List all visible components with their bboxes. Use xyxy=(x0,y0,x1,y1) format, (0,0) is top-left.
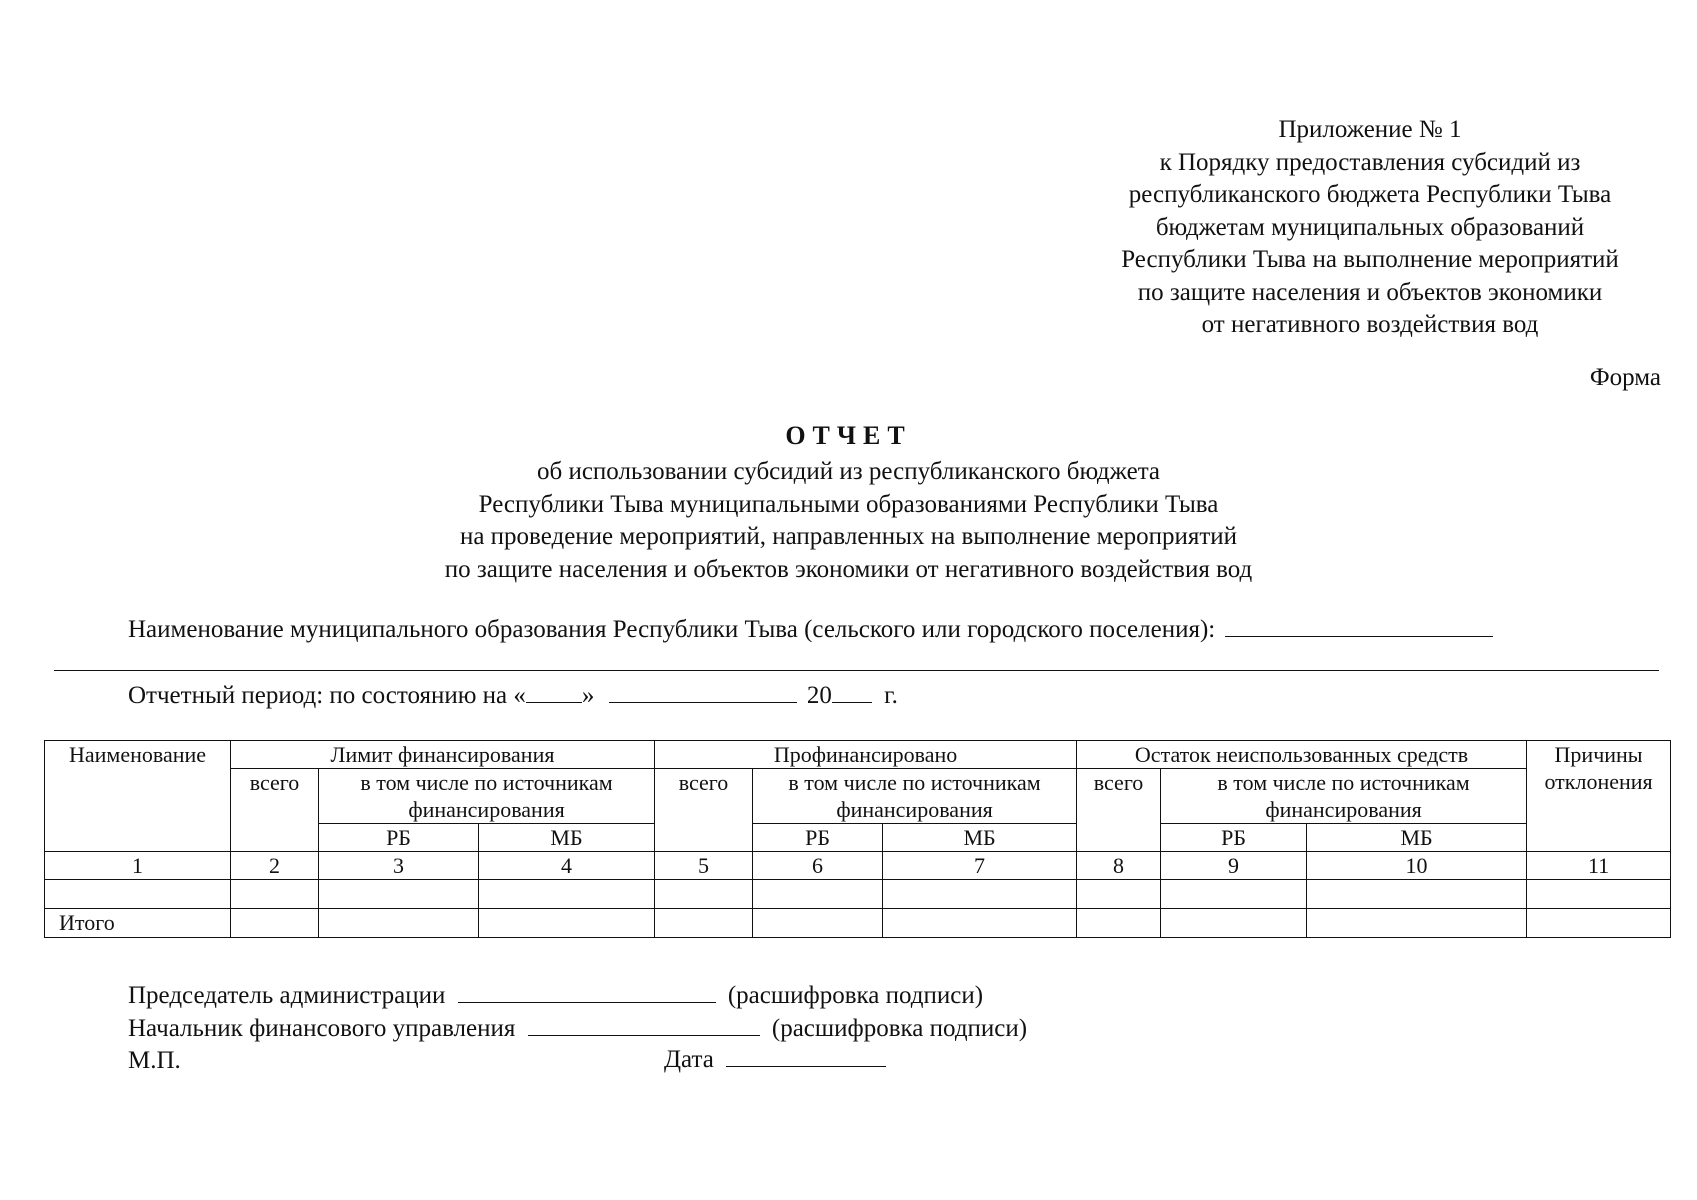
column-number: 6 xyxy=(753,852,883,880)
finance-head-label: Начальник финансового управления xyxy=(128,1015,516,1042)
seal-label: М.П. xyxy=(128,1047,181,1074)
header-remaining-mb: МБ xyxy=(1307,824,1527,852)
header-financed-total: всего xyxy=(655,769,753,852)
header-name: Наименование xyxy=(45,741,231,852)
report-table xyxy=(44,740,1671,938)
table-cell[interactable] xyxy=(1161,880,1307,909)
header-financed-mb: МБ xyxy=(883,824,1077,852)
appendix-line: Приложение № 1 xyxy=(1278,116,1462,143)
header-remaining-sources: в том числе по источникам финансирования xyxy=(1161,769,1527,824)
report-subtitle-line: Республики Тыва муниципальными образованиями Республики Тыва xyxy=(478,490,1219,518)
appendix-line: к Порядку предоставления субсидий из xyxy=(1159,148,1581,176)
appendix-block xyxy=(1040,114,1697,342)
report-subtitle-line: об использовании субсидий из республиканского бюджета xyxy=(536,458,1161,485)
table-cell[interactable] xyxy=(1161,909,1307,938)
report-subtitle xyxy=(0,456,1697,586)
header-row-1 xyxy=(45,741,1671,769)
header-remaining-rb: РБ xyxy=(1161,824,1307,852)
appendix-line: бюджетам муниципальных образований xyxy=(1155,213,1585,241)
header-remaining: Остаток неиспользованных средств xyxy=(1077,741,1527,769)
table-cell[interactable] xyxy=(479,880,655,909)
total-row xyxy=(45,909,1671,938)
table-cell[interactable] xyxy=(753,909,883,938)
municipality-label: Наименование муниципального образования Республики Тыва (сельского или городского поселения): xyxy=(128,616,1216,643)
period-field xyxy=(128,680,898,710)
finance-head-signature-line[interactable] xyxy=(528,1013,760,1036)
table-cell[interactable] xyxy=(1307,909,1527,938)
header-financed: Профинансировано xyxy=(655,741,1077,769)
table-cell[interactable] xyxy=(655,909,753,938)
report-subtitle-line: на проведение мероприятий, направленных на выполнение мероприятий xyxy=(459,523,1238,550)
column-number: 4 xyxy=(479,852,655,880)
column-number: 8 xyxy=(1077,852,1161,880)
report-subtitle-line: по защите населения и объектов экономики от негативного воздействия вод xyxy=(444,555,1253,583)
form-label: Форма xyxy=(1589,364,1661,391)
table-cell[interactable] xyxy=(1307,880,1527,909)
appendix-line: от негативного воздействия вод xyxy=(1201,311,1539,338)
column-number: 7 xyxy=(883,852,1077,880)
date-field xyxy=(664,1044,886,1074)
table-cell[interactable] xyxy=(1077,909,1161,938)
date-line[interactable] xyxy=(726,1044,886,1067)
header-financed-sources: в том числе по источникам финансирования xyxy=(753,769,1077,824)
chairman-signature xyxy=(128,980,983,1010)
finance-head-signature xyxy=(128,1013,1027,1043)
table-cell[interactable] xyxy=(883,909,1077,938)
table-cell[interactable] xyxy=(319,880,479,909)
column-number: 5 xyxy=(655,852,753,880)
table-cell[interactable] xyxy=(319,909,479,938)
column-number: 2 xyxy=(231,852,319,880)
table-cell[interactable] xyxy=(753,880,883,909)
chairman-label: Председатель администрации xyxy=(128,982,446,1009)
header-reasons: Причины отклонения xyxy=(1527,741,1671,852)
column-number: 1 xyxy=(45,852,231,880)
table-cell[interactable] xyxy=(655,880,753,909)
column-number: 11 xyxy=(1527,852,1671,880)
header-financed-rb: РБ xyxy=(753,824,883,852)
chairman-signature-line[interactable] xyxy=(458,980,716,1003)
appendix-line: по защите населения и объектов экономики xyxy=(1137,278,1603,306)
table-cell[interactable] xyxy=(231,880,319,909)
appendix-line: Республики Тыва на выполнение мероприятий xyxy=(1121,246,1619,273)
header-row-2 xyxy=(45,769,1671,824)
period-month-line[interactable] xyxy=(609,680,797,703)
municipality-field xyxy=(128,614,1493,644)
header-limit-sources: в том числе по источникам финансирования xyxy=(319,769,655,824)
period-day-line[interactable] xyxy=(526,680,582,703)
period-quote-close: » xyxy=(581,682,595,709)
header-limit-rb: РБ xyxy=(319,824,479,852)
period-year-line[interactable] xyxy=(832,680,872,703)
date-label: Дата xyxy=(664,1046,714,1073)
table-cell[interactable] xyxy=(45,880,231,909)
header-limit-mb: МБ xyxy=(479,824,655,852)
column-number: 3 xyxy=(319,852,479,880)
report-title: ОТЧЕТ xyxy=(785,421,912,450)
period-year-suffix: г. xyxy=(884,682,898,709)
table-row xyxy=(45,880,1671,909)
header-limit: Лимит финансирования xyxy=(231,741,655,769)
table-cell[interactable] xyxy=(479,909,655,938)
municipality-input-line[interactable] xyxy=(1225,614,1493,637)
table-cell[interactable] xyxy=(231,909,319,938)
table-cell[interactable] xyxy=(1077,880,1161,909)
finance-head-note: (расшифровка подписи) xyxy=(771,1015,1028,1042)
period-year-prefix: 20 xyxy=(806,682,832,709)
column-number-row xyxy=(45,852,1671,880)
chairman-note: (расшифровка подписи) xyxy=(727,982,984,1009)
table-cell[interactable] xyxy=(883,880,1077,909)
appendix-line: республиканского бюджета Республики Тыва xyxy=(1128,181,1612,208)
total-row-label: Итого xyxy=(45,909,231,938)
column-number: 10 xyxy=(1307,852,1527,880)
header-limit-total: всего xyxy=(231,769,319,852)
period-label: Отчетный период: по состоянию на « xyxy=(128,682,526,709)
header-remaining-total: всего xyxy=(1077,769,1161,852)
table-cell[interactable] xyxy=(1527,880,1671,909)
table-cell[interactable] xyxy=(1527,909,1671,938)
municipality-continuation-line[interactable] xyxy=(54,670,1659,671)
column-number: 9 xyxy=(1161,852,1307,880)
